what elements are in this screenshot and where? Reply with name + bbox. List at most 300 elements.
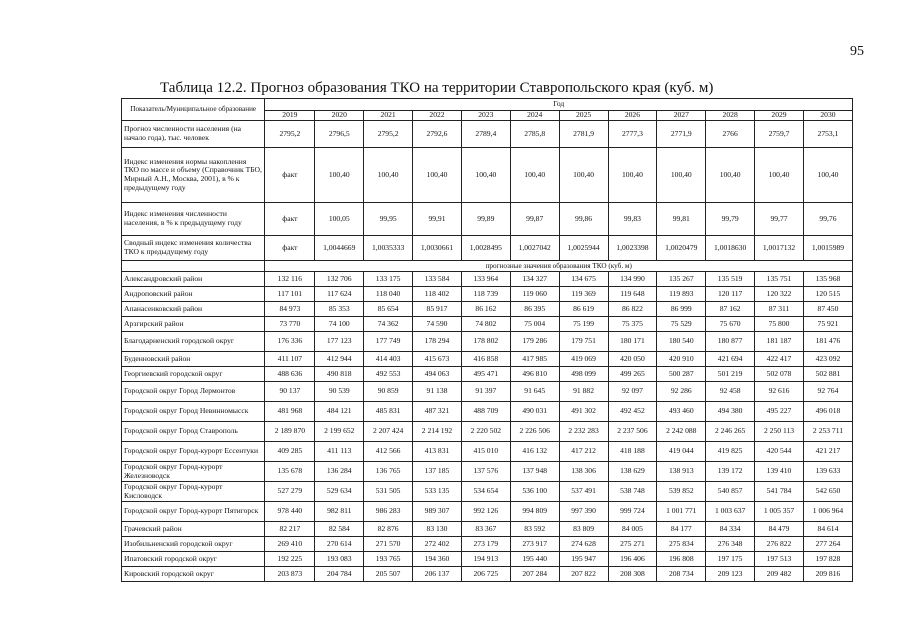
district-row <box>122 367 853 382</box>
district-value: 84 614 <box>803 522 852 537</box>
district-value: 533 135 <box>413 482 462 502</box>
district-row <box>122 302 853 317</box>
district-value: 138 913 <box>657 462 706 482</box>
district-value: 180 540 <box>657 332 706 352</box>
district-value: 180 877 <box>706 332 755 352</box>
district-value: 2 232 283 <box>559 422 608 442</box>
indicator-value: 1,0028495 <box>461 236 510 261</box>
indicator-value: 2766 <box>706 121 755 148</box>
district-value: 496 018 <box>803 402 852 422</box>
district-value: 203 873 <box>265 567 315 582</box>
district-value: 87 162 <box>706 302 755 317</box>
district-value: 197 513 <box>755 552 804 567</box>
district-value: 83 592 <box>510 522 559 537</box>
section-row <box>122 261 853 272</box>
header-row-top <box>122 99 853 111</box>
district-row <box>122 442 853 462</box>
district-name: Городской округ Город Ставрополь <box>122 422 265 442</box>
indicator-value: 99,77 <box>755 203 804 236</box>
district-value: 132 116 <box>265 272 315 287</box>
district-value: 415 010 <box>461 442 510 462</box>
district-value: 120 322 <box>755 287 804 302</box>
indicator-value: 100,40 <box>657 148 706 203</box>
district-name: Ипатовский городской округ <box>122 552 265 567</box>
indicator-value: 100,40 <box>608 148 657 203</box>
district-value: 197 175 <box>706 552 755 567</box>
district-value: 74 362 <box>364 317 413 332</box>
indicator-value: 2796,5 <box>315 121 364 148</box>
district-value: 118 402 <box>413 287 462 302</box>
indicator-value: 1,0035333 <box>364 236 413 261</box>
district-value: 275 271 <box>608 537 657 552</box>
district-value: 2 250 113 <box>755 422 804 442</box>
district-value: 206 137 <box>413 567 462 582</box>
district-value: 417 212 <box>559 442 608 462</box>
district-row <box>122 462 853 482</box>
district-value: 416 858 <box>461 352 510 367</box>
district-value: 92 764 <box>803 382 852 402</box>
district-value: 277 264 <box>803 537 852 552</box>
year-cell: 2023 <box>461 111 510 121</box>
indicator-value: 100,40 <box>413 148 462 203</box>
district-value: 85 353 <box>315 302 364 317</box>
district-value: 85 654 <box>364 302 413 317</box>
district-value: 538 748 <box>608 482 657 502</box>
district-value: 83 367 <box>461 522 510 537</box>
district-row <box>122 502 853 522</box>
section-label: прогнозные значения образования ТКО (куб. м) <box>265 261 853 272</box>
district-value: 412 944 <box>315 352 364 367</box>
district-value: 135 968 <box>803 272 852 287</box>
district-value: 91 645 <box>510 382 559 402</box>
district-value: 193 083 <box>315 552 364 567</box>
indicator-value: 99,86 <box>559 203 608 236</box>
district-value: 490 031 <box>510 402 559 422</box>
district-value: 527 279 <box>265 482 315 502</box>
indicator-label: Индекс изменения нормы накопления ТКО по массе и объему (Справочник ТБО, Мирный А.Н., Москва, 2001), в % к предыдущему году <box>122 148 265 203</box>
district-value: 416 132 <box>510 442 559 462</box>
district-value: 91 138 <box>413 382 462 402</box>
district-value: 415 673 <box>413 352 462 367</box>
district-value: 999 724 <box>608 502 657 522</box>
district-value: 542 650 <box>803 482 852 502</box>
district-value: 273 179 <box>461 537 510 552</box>
district-value: 75 004 <box>510 317 559 332</box>
district-value: 135 678 <box>265 462 315 482</box>
district-value: 87 450 <box>803 302 852 317</box>
district-row <box>122 352 853 367</box>
indicator-type: факт <box>265 203 315 236</box>
district-value: 411 107 <box>265 352 315 367</box>
year-cell: 2029 <box>755 111 804 121</box>
district-value: 92 616 <box>755 382 804 402</box>
district-value: 2 226 506 <box>510 422 559 442</box>
district-value: 414 403 <box>364 352 413 367</box>
district-value: 117 101 <box>265 287 315 302</box>
district-value: 119 369 <box>559 287 608 302</box>
district-value: 92 097 <box>608 382 657 402</box>
district-value: 271 570 <box>364 537 413 552</box>
district-value: 1 001 771 <box>657 502 706 522</box>
year-cell: 2019 <box>265 111 315 121</box>
district-value: 496 810 <box>510 367 559 382</box>
district-value: 75 529 <box>657 317 706 332</box>
district-row <box>122 537 853 552</box>
indicator-value: 99,79 <box>706 203 755 236</box>
indicator-value: 99,81 <box>657 203 706 236</box>
district-value: 540 857 <box>706 482 755 502</box>
district-value: 196 808 <box>657 552 706 567</box>
district-row <box>122 287 853 302</box>
district-value: 2 246 265 <box>706 422 755 442</box>
district-value: 418 188 <box>608 442 657 462</box>
district-value: 419 825 <box>706 442 755 462</box>
district-value: 119 893 <box>657 287 706 302</box>
district-value: 84 005 <box>608 522 657 537</box>
indicator-value: 2777,3 <box>608 121 657 148</box>
district-value: 495 227 <box>755 402 804 422</box>
district-value: 989 307 <box>413 502 462 522</box>
district-value: 87 311 <box>755 302 804 317</box>
district-value: 494 063 <box>413 367 462 382</box>
district-value: 494 380 <box>706 402 755 422</box>
district-value: 75 800 <box>755 317 804 332</box>
district-value: 502 078 <box>755 367 804 382</box>
district-value: 495 471 <box>461 367 510 382</box>
district-value: 195 440 <box>510 552 559 567</box>
indicator-label: Сводный индекс изменения количества ТКО к предыдущему году <box>122 236 265 261</box>
indicator-value: 2771,9 <box>657 121 706 148</box>
district-value: 83 130 <box>413 522 462 537</box>
indicator-value: 2753,1 <box>803 121 852 148</box>
district-value: 134 675 <box>559 272 608 287</box>
district-value: 205 507 <box>364 567 413 582</box>
district-value: 274 628 <box>559 537 608 552</box>
year-header: Год <box>265 99 853 111</box>
district-value: 272 402 <box>413 537 462 552</box>
indicator-value: 1,0044669 <box>315 236 364 261</box>
indicator-value: 100,40 <box>364 148 413 203</box>
indicator-value: 99,89 <box>461 203 510 236</box>
district-value: 490 818 <box>315 367 364 382</box>
district-value: 74 590 <box>413 317 462 332</box>
district-value: 137 185 <box>413 462 462 482</box>
district-row <box>122 552 853 567</box>
district-row <box>122 522 853 537</box>
indicator-type: факт <box>265 236 315 261</box>
district-value: 179 751 <box>559 332 608 352</box>
district-value: 537 491 <box>559 482 608 502</box>
district-value: 86 822 <box>608 302 657 317</box>
district-value: 421 694 <box>706 352 755 367</box>
district-value: 134 990 <box>608 272 657 287</box>
district-value: 75 670 <box>706 317 755 332</box>
district-value: 138 629 <box>608 462 657 482</box>
district-value: 208 308 <box>608 567 657 582</box>
district-value: 196 406 <box>608 552 657 567</box>
indicator-value: 1,0025944 <box>559 236 608 261</box>
district-value: 139 172 <box>706 462 755 482</box>
district-value: 2 214 192 <box>413 422 462 442</box>
year-cell: 2024 <box>510 111 559 121</box>
indicator-row <box>122 203 853 236</box>
section-spacer <box>122 261 265 272</box>
district-value: 135 267 <box>657 272 706 287</box>
district-value: 488 636 <box>265 367 315 382</box>
district-name: Городской округ Город-курорт Кисловодск <box>122 482 265 502</box>
district-value: 176 336 <box>265 332 315 352</box>
year-cell: 2020 <box>315 111 364 121</box>
district-value: 276 348 <box>706 537 755 552</box>
district-value: 531 505 <box>364 482 413 502</box>
district-value: 206 725 <box>461 567 510 582</box>
district-value: 269 410 <box>265 537 315 552</box>
district-value: 422 417 <box>755 352 804 367</box>
district-value: 484 121 <box>315 402 364 422</box>
indicator-value: 2789,4 <box>461 121 510 148</box>
district-value: 136 765 <box>364 462 413 482</box>
district-value: 276 822 <box>755 537 804 552</box>
district-value: 90 137 <box>265 382 315 402</box>
district-value: 994 809 <box>510 502 559 522</box>
district-row <box>122 382 853 402</box>
year-cell: 2025 <box>559 111 608 121</box>
district-value: 978 440 <box>265 502 315 522</box>
district-value: 275 834 <box>657 537 706 552</box>
district-value: 91 882 <box>559 382 608 402</box>
indicator-row <box>122 148 853 203</box>
district-value: 273 917 <box>510 537 559 552</box>
district-value: 181 187 <box>755 332 804 352</box>
district-row <box>122 332 853 352</box>
year-cell: 2026 <box>608 111 657 121</box>
district-value: 997 390 <box>559 502 608 522</box>
district-row <box>122 272 853 287</box>
district-value: 419 069 <box>559 352 608 367</box>
district-value: 209 816 <box>803 567 852 582</box>
district-value: 117 624 <box>315 287 364 302</box>
district-value: 499 265 <box>608 367 657 382</box>
district-value: 2 207 424 <box>364 422 413 442</box>
district-value: 420 910 <box>657 352 706 367</box>
district-value: 982 811 <box>315 502 364 522</box>
indicator-value: 1,0018630 <box>706 236 755 261</box>
district-value: 137 576 <box>461 462 510 482</box>
indicator-value: 1,0017132 <box>755 236 804 261</box>
district-value: 502 881 <box>803 367 852 382</box>
district-value: 2 242 088 <box>657 422 706 442</box>
district-value: 412 566 <box>364 442 413 462</box>
district-value: 85 917 <box>413 302 462 317</box>
indicator-value: 100,40 <box>461 148 510 203</box>
district-value: 136 284 <box>315 462 364 482</box>
table-title: Таблица 12.2. Прогноз образования ТКО на территории Ставропольского края (куб. м) <box>160 80 714 96</box>
district-value: 118 040 <box>364 287 413 302</box>
district-value: 423 092 <box>803 352 852 367</box>
district-value: 119 648 <box>608 287 657 302</box>
district-value: 133 175 <box>364 272 413 287</box>
indicator-value: 100,40 <box>559 148 608 203</box>
indicator-value: 99,95 <box>364 203 413 236</box>
district-value: 177 749 <box>364 332 413 352</box>
district-value: 417 985 <box>510 352 559 367</box>
district-value: 75 375 <box>608 317 657 332</box>
district-value: 1 006 964 <box>803 502 852 522</box>
forecast-table <box>121 98 853 582</box>
indicator-value: 2795,2 <box>364 121 413 148</box>
district-value: 1 003 637 <box>706 502 755 522</box>
district-name: Городской округ Город-курорт Ессентуки <box>122 442 265 462</box>
indicator-value: 100,40 <box>510 148 559 203</box>
district-name: Буденновский район <box>122 352 265 367</box>
district-value: 135 519 <box>706 272 755 287</box>
district-value: 207 822 <box>559 567 608 582</box>
district-value: 487 321 <box>413 402 462 422</box>
district-value: 413 831 <box>413 442 462 462</box>
district-value: 2 189 870 <box>265 422 315 442</box>
district-value: 534 654 <box>461 482 510 502</box>
indicator-label: Индекс изменения численности населения, в % к предыдущему году <box>122 203 265 236</box>
district-value: 181 476 <box>803 332 852 352</box>
indicator-value: 99,91 <box>413 203 462 236</box>
indicator-header: Показатель/Муниципальное образование <box>122 99 265 121</box>
district-value: 541 784 <box>755 482 804 502</box>
indicator-value: 2759,7 <box>755 121 804 148</box>
district-value: 539 852 <box>657 482 706 502</box>
district-value: 84 177 <box>657 522 706 537</box>
indicator-value: 2785,8 <box>510 121 559 148</box>
district-value: 84 973 <box>265 302 315 317</box>
district-value: 491 302 <box>559 402 608 422</box>
district-value: 409 285 <box>265 442 315 462</box>
district-value: 132 706 <box>315 272 364 287</box>
district-value: 493 460 <box>657 402 706 422</box>
district-value: 91 397 <box>461 382 510 402</box>
year-cell: 2022 <box>413 111 462 121</box>
district-name: Городской округ Город-курорт Железноводск <box>122 462 265 482</box>
district-value: 120 117 <box>706 287 755 302</box>
district-value: 420 544 <box>755 442 804 462</box>
district-value: 270 614 <box>315 537 364 552</box>
district-value: 197 828 <box>803 552 852 567</box>
district-value: 75 921 <box>803 317 852 332</box>
district-value: 92 458 <box>706 382 755 402</box>
district-value: 2 253 711 <box>803 422 852 442</box>
district-value: 86 162 <box>461 302 510 317</box>
district-value: 488 709 <box>461 402 510 422</box>
district-name: Георгиевский городской округ <box>122 367 265 382</box>
indicator-value: 99,83 <box>608 203 657 236</box>
district-name: Городской округ Город Лермонтов <box>122 382 265 402</box>
indicator-row <box>122 121 853 148</box>
district-value: 139 410 <box>755 462 804 482</box>
district-name: Кировский городской округ <box>122 567 265 582</box>
district-value: 73 770 <box>265 317 315 332</box>
district-row <box>122 422 853 442</box>
district-name: Арзгирский район <box>122 317 265 332</box>
district-value: 419 044 <box>657 442 706 462</box>
year-cell: 2021 <box>364 111 413 121</box>
district-value: 481 968 <box>265 402 315 422</box>
district-value: 529 634 <box>315 482 364 502</box>
indicator-value: 100,05 <box>315 203 364 236</box>
district-name: Городской округ Город Невинномысск <box>122 402 265 422</box>
district-value: 86 619 <box>559 302 608 317</box>
district-name: Изобильненский городской округ <box>122 537 265 552</box>
indicator-value: 100,40 <box>755 148 804 203</box>
indicator-value: 1,0020479 <box>657 236 706 261</box>
indicator-type: факт <box>265 148 315 203</box>
district-value: 135 751 <box>755 272 804 287</box>
district-value: 193 765 <box>364 552 413 567</box>
district-value: 194 913 <box>461 552 510 567</box>
district-value: 992 126 <box>461 502 510 522</box>
district-value: 137 948 <box>510 462 559 482</box>
indicator-value: 100,40 <box>706 148 755 203</box>
indicator-value: 99,87 <box>510 203 559 236</box>
district-name: Андроповский район <box>122 287 265 302</box>
indicator-value: 1,0027042 <box>510 236 559 261</box>
district-value: 133 584 <box>413 272 462 287</box>
district-value: 411 113 <box>315 442 364 462</box>
district-value: 1 005 357 <box>755 502 804 522</box>
district-value: 492 553 <box>364 367 413 382</box>
district-value: 180 171 <box>608 332 657 352</box>
district-value: 138 306 <box>559 462 608 482</box>
indicator-row <box>122 236 853 261</box>
district-value: 177 123 <box>315 332 364 352</box>
district-value: 209 482 <box>755 567 804 582</box>
district-value: 421 217 <box>803 442 852 462</box>
year-cell: 2028 <box>706 111 755 121</box>
indicator-value: 2781,9 <box>559 121 608 148</box>
district-value: 420 050 <box>608 352 657 367</box>
district-value: 498 099 <box>559 367 608 382</box>
district-value: 134 327 <box>510 272 559 287</box>
district-value: 82 217 <box>265 522 315 537</box>
district-value: 485 831 <box>364 402 413 422</box>
district-value: 120 515 <box>803 287 852 302</box>
district-value: 118 739 <box>461 287 510 302</box>
indicator-value: 100,40 <box>803 148 852 203</box>
district-value: 178 802 <box>461 332 510 352</box>
district-value: 74 100 <box>315 317 364 332</box>
district-value: 501 219 <box>706 367 755 382</box>
district-name: Александровский район <box>122 272 265 287</box>
indicator-value: 100,40 <box>315 148 364 203</box>
district-value: 209 123 <box>706 567 755 582</box>
district-value: 2 199 652 <box>315 422 364 442</box>
district-value: 83 809 <box>559 522 608 537</box>
district-value: 2 237 506 <box>608 422 657 442</box>
district-value: 119 060 <box>510 287 559 302</box>
district-value: 92 286 <box>657 382 706 402</box>
district-value: 536 100 <box>510 482 559 502</box>
indicator-value: 1,0023398 <box>608 236 657 261</box>
district-value: 82 584 <box>315 522 364 537</box>
district-value: 86 395 <box>510 302 559 317</box>
indicator-value: 1,0030661 <box>413 236 462 261</box>
district-value: 84 479 <box>755 522 804 537</box>
district-value: 75 199 <box>559 317 608 332</box>
indicator-value: 99,76 <box>803 203 852 236</box>
district-value: 139 633 <box>803 462 852 482</box>
district-value: 500 287 <box>657 367 706 382</box>
district-value: 90 859 <box>364 382 413 402</box>
district-value: 133 964 <box>461 272 510 287</box>
district-row <box>122 317 853 332</box>
district-name: Городской округ Город-курорт Пятигорск <box>122 502 265 522</box>
